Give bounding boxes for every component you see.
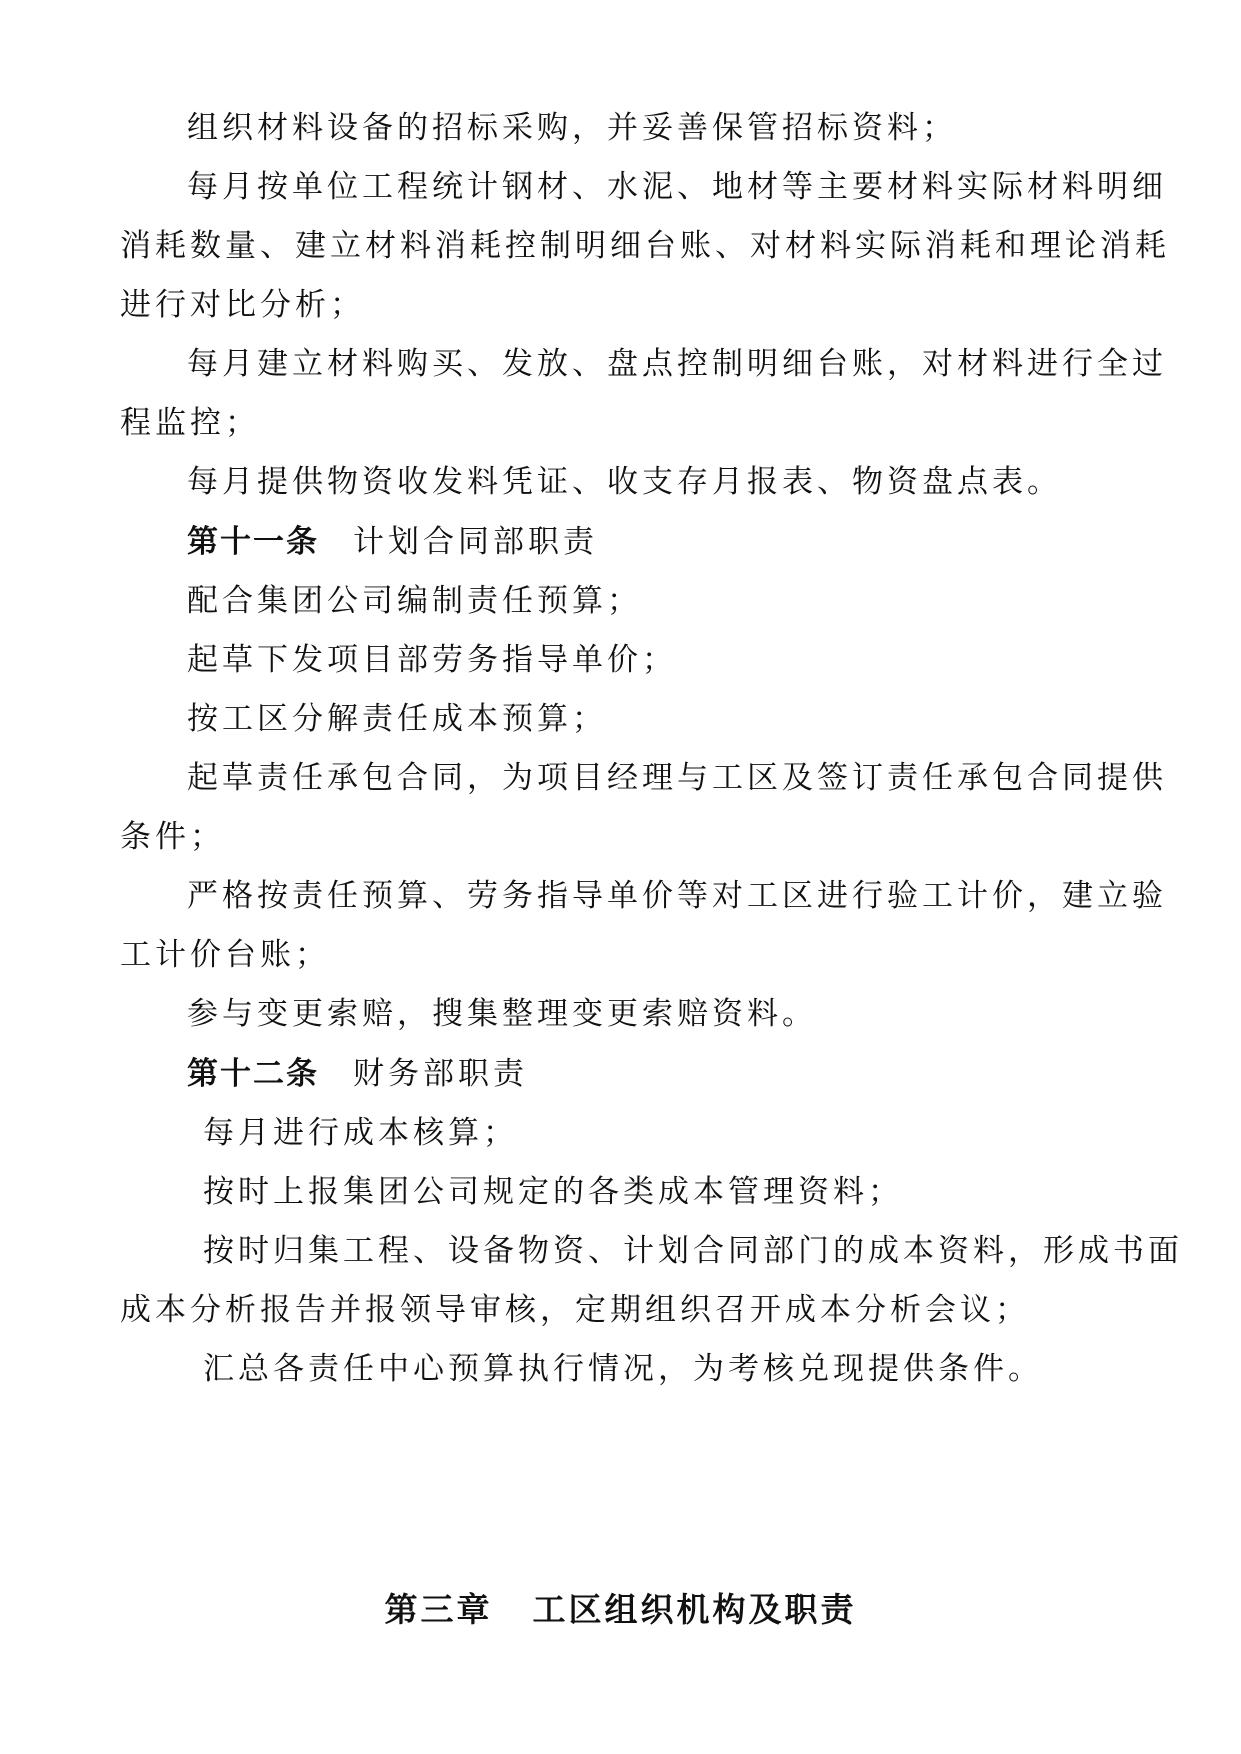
paragraph-line: 每月建立材料购买、发放、盘点控制明细台账，对材料进行全过 xyxy=(187,346,1167,382)
article-11-line: 条件； xyxy=(120,819,225,855)
chapter-title: 工区组织机构及职责 xyxy=(532,1590,857,1629)
paragraph-line: 程监控； xyxy=(120,405,260,441)
article-12-line: 每月进行成本核算； xyxy=(203,1115,518,1151)
paragraph-line: 每月提供物资收发料凭证、收支存月报表、物资盘点表。 xyxy=(187,464,1062,500)
chapter-heading xyxy=(0,1588,1241,1632)
paragraph-line: 每月按单位工程统计钢材、水泥、地材等主要材料实际材料明细 xyxy=(187,169,1167,205)
article-11-line: 工计价台账； xyxy=(120,937,330,973)
article-12-line: 按时归集工程、设备物资、计划合同部门的成本资料，形成书面 xyxy=(203,1233,1183,1269)
article-12-label: 第十二条 xyxy=(187,1056,319,1092)
paragraph-line: 进行对比分析； xyxy=(120,287,365,323)
article-11-label: 第十一条 xyxy=(187,524,319,560)
article-12-line: 成本分析报告并报领导审核，定期组织召开成本分析会议； xyxy=(120,1292,1030,1328)
article-11-line: 配合集团公司编制责任预算； xyxy=(187,583,642,619)
paragraph-line: 消耗数量、建立材料消耗控制明细台账、对材料实际消耗和理论消耗 xyxy=(120,228,1170,264)
article-11-line: 起草下发项目部劳务指导单价； xyxy=(187,642,677,678)
article-11-line: 按工区分解责任成本预算； xyxy=(187,701,607,737)
article-11-heading xyxy=(187,522,1197,562)
article-11-line: 起草责任承包合同，为项目经理与工区及签订责任承包合同提供 xyxy=(187,760,1167,796)
article-12-heading xyxy=(187,1054,1197,1094)
article-11-title: 计划合同部职责 xyxy=(353,524,598,560)
paragraph-line: 组织材料设备的招标采购，并妥善保管招标资料； xyxy=(187,110,957,146)
article-11-line: 严格按责任预算、劳务指导单价等对工区进行验工计价，建立验 xyxy=(187,878,1167,914)
article-12-line: 按时上报集团公司规定的各类成本管理资料； xyxy=(203,1174,903,1210)
chapter-label: 第三章 xyxy=(384,1590,493,1629)
article-11-line: 参与变更索赔，搜集整理变更索赔资料。 xyxy=(187,996,817,1032)
article-12-line: 汇总各责任中心预算执行情况，为考核兑现提供条件。 xyxy=(203,1351,1043,1387)
article-12-title: 财务部职责 xyxy=(353,1056,528,1092)
